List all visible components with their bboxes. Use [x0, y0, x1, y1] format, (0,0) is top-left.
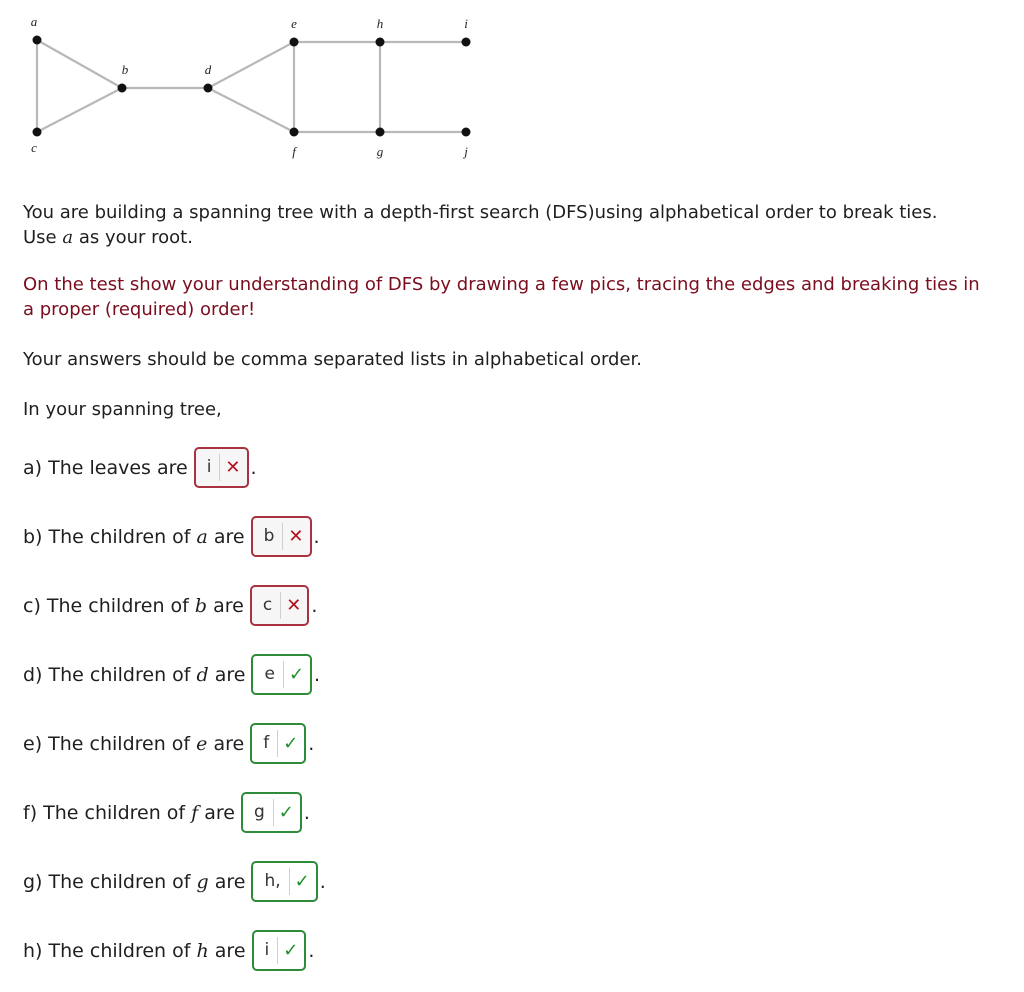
- question-var: d: [196, 663, 209, 686]
- edge-a-b: [37, 40, 122, 88]
- question-var: g: [196, 870, 209, 893]
- node-j: [462, 128, 471, 137]
- question-d: [23, 654, 320, 695]
- answer-field[interactable]: [251, 654, 312, 695]
- problem-statement: You are building a spanning tree with a depth-first search (DFS)using alphabetical order to break ties. Use a as your root.: [23, 202, 938, 248]
- node-d: [204, 84, 213, 93]
- period: .: [250, 456, 257, 479]
- question-var: h: [196, 939, 209, 962]
- node-label-h: h: [376, 16, 384, 31]
- question-label: d) The children of d are: [23, 663, 246, 686]
- period: .: [311, 594, 318, 617]
- node-label-d: d: [204, 62, 212, 77]
- node-i: [462, 38, 471, 47]
- period: .: [314, 663, 321, 686]
- answer-value[interactable]: g: [246, 799, 274, 826]
- answer-field[interactable]: [194, 447, 249, 488]
- node-h: [376, 38, 385, 47]
- edge-d-e: [208, 42, 294, 88]
- node-label-b: b: [121, 62, 129, 77]
- period: .: [303, 801, 310, 824]
- answer-value[interactable]: i: [257, 937, 279, 964]
- test-note: On the test show your understanding of DFS by drawing a few pics, tracing the edges and breaking ties in a proper (required) order!: [23, 274, 980, 320]
- question-label: b) The children of a are: [23, 525, 245, 548]
- question-label: e) The children of e are: [23, 732, 245, 755]
- node-f: [290, 128, 299, 137]
- checkmark-icon: ✓: [294, 871, 310, 892]
- answer-field[interactable]: [250, 723, 306, 764]
- question-g: [23, 861, 326, 902]
- node-g: [376, 128, 385, 137]
- cross-icon: ✕: [286, 595, 302, 616]
- question-label: a) The leaves are: [23, 456, 188, 479]
- period: .: [308, 939, 315, 962]
- cross-icon: ✕: [225, 457, 241, 478]
- answer-value[interactable]: h,: [256, 868, 289, 895]
- answer-value[interactable]: e: [256, 661, 283, 688]
- answer-field[interactable]: [250, 585, 309, 626]
- edge-d-f: [208, 88, 294, 132]
- node-label-i: i: [464, 16, 468, 31]
- graph-figure: [0, 0, 500, 175]
- node-e: [290, 38, 299, 47]
- period: .: [319, 870, 326, 893]
- question-label: c) The children of b are: [23, 594, 244, 617]
- answer-field[interactable]: [251, 861, 317, 902]
- node-label-e: e: [291, 16, 297, 31]
- node-label-j: j: [464, 144, 468, 159]
- answer-field[interactable]: [252, 930, 307, 971]
- checkmark-icon: ✓: [288, 664, 305, 685]
- root-var: a: [62, 227, 74, 248]
- node-label-g: g: [376, 144, 384, 159]
- answer-field[interactable]: [241, 792, 302, 833]
- period: .: [308, 732, 315, 755]
- edge-b-c: [37, 88, 122, 132]
- node-c: [33, 128, 42, 137]
- question-var: a: [196, 525, 208, 548]
- question-var: b: [194, 594, 208, 617]
- checkmark-icon: ✓: [283, 733, 299, 754]
- node-label-a: a: [30, 14, 38, 29]
- problem-line-1: You are building a spanning tree with a depth-first search (DFS)using alphabetical order to break ties.: [23, 202, 938, 223]
- question-label: h) The children of h are: [23, 939, 246, 962]
- checkmark-icon: ✓: [283, 940, 299, 961]
- format-instruction: Your answers should be comma separated lists in alphabetical order.: [23, 349, 643, 370]
- question-c: [23, 585, 317, 626]
- question-h: [23, 930, 314, 971]
- question-var: f: [191, 801, 199, 824]
- answer-value[interactable]: c: [255, 592, 281, 619]
- question-var: e: [196, 732, 208, 755]
- checkmark-icon: ✓: [278, 802, 294, 823]
- question-a: [23, 447, 257, 488]
- answer-field[interactable]: [251, 516, 312, 557]
- cross-icon: ✕: [288, 526, 304, 547]
- node-label-c: c: [31, 140, 37, 155]
- node-a: [33, 36, 42, 45]
- node-label-f: f: [292, 144, 296, 159]
- question-label: g) The children of g are: [23, 870, 246, 893]
- node-b: [118, 84, 127, 93]
- answer-value[interactable]: i: [199, 454, 221, 481]
- answer-value[interactable]: f: [255, 730, 278, 757]
- period: .: [313, 525, 320, 548]
- question-label: f) The children of f are: [23, 801, 235, 824]
- question-e: [23, 723, 314, 764]
- question-b: [23, 516, 320, 557]
- question-f: [23, 792, 310, 833]
- spanning-tree-intro: In your spanning tree,: [23, 399, 222, 420]
- answer-value[interactable]: b: [256, 523, 284, 550]
